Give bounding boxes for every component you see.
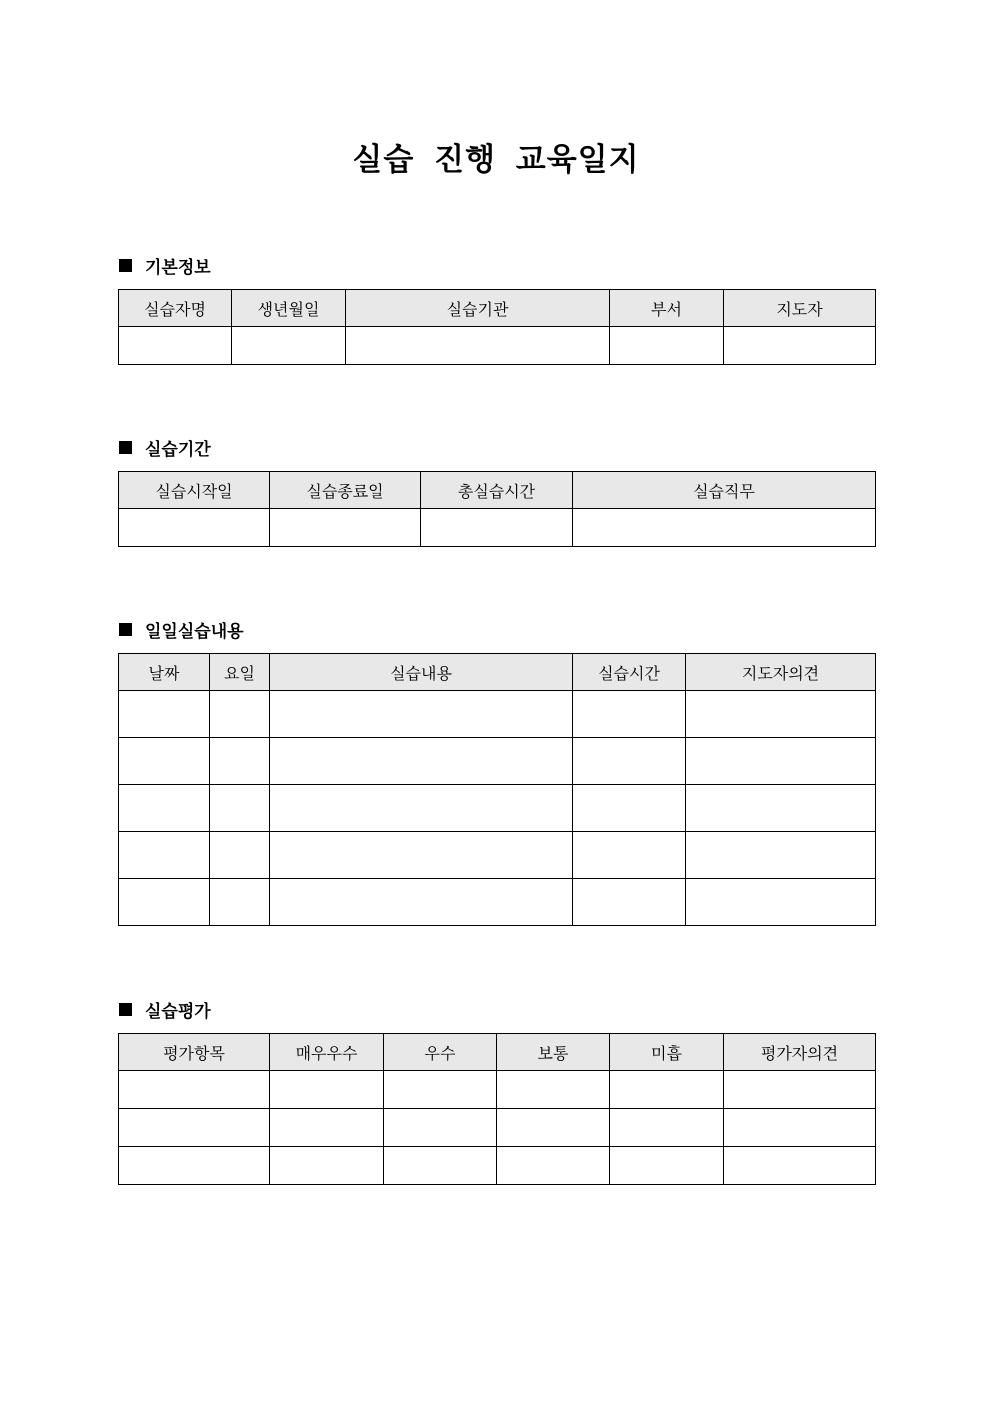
supervisor-opinion-cell[interactable]: [686, 832, 876, 879]
column-header: 지도자의견: [686, 654, 876, 691]
column-header: 우수: [384, 1034, 497, 1071]
evaluator-opinion-cell[interactable]: [724, 1071, 876, 1109]
date-cell[interactable]: [119, 691, 210, 738]
column-header: 부서: [610, 290, 724, 327]
section-heading-evaluation: [119, 998, 211, 1020]
column-header: 평가항목: [119, 1034, 270, 1071]
section-heading-label: 일일실습내용: [145, 621, 244, 642]
date-cell[interactable]: [119, 785, 210, 832]
daily-table: [118, 653, 876, 926]
supervisor-cell[interactable]: [724, 327, 876, 365]
date-cell[interactable]: [119, 738, 210, 785]
table-row: [119, 1147, 876, 1185]
table-row: [119, 832, 876, 879]
hours-cell[interactable]: [573, 691, 686, 738]
table-row: [119, 879, 876, 926]
column-header: 실습자명: [119, 290, 232, 327]
section-heading-label: 실습평가: [145, 1001, 211, 1022]
table-row: [119, 509, 876, 547]
total-hours-cell[interactable]: [421, 509, 573, 547]
hours-cell[interactable]: [573, 832, 686, 879]
supervisor-opinion-cell[interactable]: [686, 691, 876, 738]
date-cell[interactable]: [119, 879, 210, 926]
weekday-cell[interactable]: [210, 785, 270, 832]
trainee-name-cell[interactable]: [119, 327, 232, 365]
column-header: 보통: [497, 1034, 610, 1071]
table-row: [119, 1071, 876, 1109]
hours-cell[interactable]: [573, 738, 686, 785]
duty-cell[interactable]: [573, 509, 876, 547]
table-header-row: [119, 290, 876, 327]
column-header: 실습직무: [573, 472, 876, 509]
supervisor-opinion-cell[interactable]: [686, 879, 876, 926]
weekday-cell[interactable]: [210, 832, 270, 879]
column-header: 실습시간: [573, 654, 686, 691]
good-cell[interactable]: [384, 1071, 497, 1109]
content-cell[interactable]: [270, 832, 573, 879]
poor-cell[interactable]: [610, 1071, 724, 1109]
evaluator-opinion-cell[interactable]: [724, 1109, 876, 1147]
square-bullet-icon: [119, 259, 132, 272]
period-table: [118, 471, 876, 547]
excellent-cell[interactable]: [270, 1109, 384, 1147]
good-cell[interactable]: [384, 1109, 497, 1147]
average-cell[interactable]: [497, 1071, 610, 1109]
section-heading-daily: [119, 618, 244, 640]
content-cell[interactable]: [270, 691, 573, 738]
square-bullet-icon: [119, 1003, 132, 1016]
evaluation-table: [118, 1033, 876, 1185]
supervisor-opinion-cell[interactable]: [686, 738, 876, 785]
start-date-cell[interactable]: [119, 509, 270, 547]
section-heading-basic-info: [119, 254, 211, 276]
institution-cell[interactable]: [346, 327, 610, 365]
excellent-cell[interactable]: [270, 1147, 384, 1185]
column-header: 실습종료일: [270, 472, 421, 509]
evaluator-opinion-cell[interactable]: [724, 1147, 876, 1185]
eval-item-cell[interactable]: [119, 1109, 270, 1147]
document-title: 실습 진행 교육일지: [352, 142, 640, 178]
hours-cell[interactable]: [573, 879, 686, 926]
section-heading-label: 실습기간: [145, 439, 211, 460]
average-cell[interactable]: [497, 1109, 610, 1147]
square-bullet-icon: [119, 623, 132, 636]
table-row: [119, 327, 876, 365]
table-header-row: [119, 654, 876, 691]
department-cell[interactable]: [610, 327, 724, 365]
square-bullet-icon: [119, 441, 132, 454]
column-header: 지도자: [724, 290, 876, 327]
column-header: 요일: [210, 654, 270, 691]
column-header: 실습기관: [346, 290, 610, 327]
eval-item-cell[interactable]: [119, 1147, 270, 1185]
supervisor-opinion-cell[interactable]: [686, 785, 876, 832]
good-cell[interactable]: [384, 1147, 497, 1185]
eval-item-cell[interactable]: [119, 1071, 270, 1109]
poor-cell[interactable]: [610, 1109, 724, 1147]
weekday-cell[interactable]: [210, 691, 270, 738]
basic-info-table: [118, 289, 876, 365]
end-date-cell[interactable]: [270, 509, 421, 547]
birth-date-cell[interactable]: [232, 327, 346, 365]
column-header: 매우우수: [270, 1034, 384, 1071]
table-row: [119, 738, 876, 785]
table-header-row: [119, 472, 876, 509]
column-header: 날짜: [119, 654, 210, 691]
section-heading-period: [119, 436, 211, 458]
section-heading-label: 기본정보: [145, 257, 211, 278]
table-row: [119, 691, 876, 738]
table-row: [119, 1109, 876, 1147]
content-cell[interactable]: [270, 738, 573, 785]
table-header-row: [119, 1034, 876, 1071]
column-header: 평가자의견: [724, 1034, 876, 1071]
poor-cell[interactable]: [610, 1147, 724, 1185]
column-header: 실습시작일: [119, 472, 270, 509]
weekday-cell[interactable]: [210, 879, 270, 926]
content-cell[interactable]: [270, 785, 573, 832]
column-header: 미흡: [610, 1034, 724, 1071]
weekday-cell[interactable]: [210, 738, 270, 785]
column-header: 실습내용: [270, 654, 573, 691]
column-header: 총실습시간: [421, 472, 573, 509]
excellent-cell[interactable]: [270, 1071, 384, 1109]
date-cell[interactable]: [119, 832, 210, 879]
average-cell[interactable]: [497, 1147, 610, 1185]
table-row: [119, 785, 876, 832]
content-cell[interactable]: [270, 879, 573, 926]
hours-cell[interactable]: [573, 785, 686, 832]
column-header: 생년월일: [232, 290, 346, 327]
